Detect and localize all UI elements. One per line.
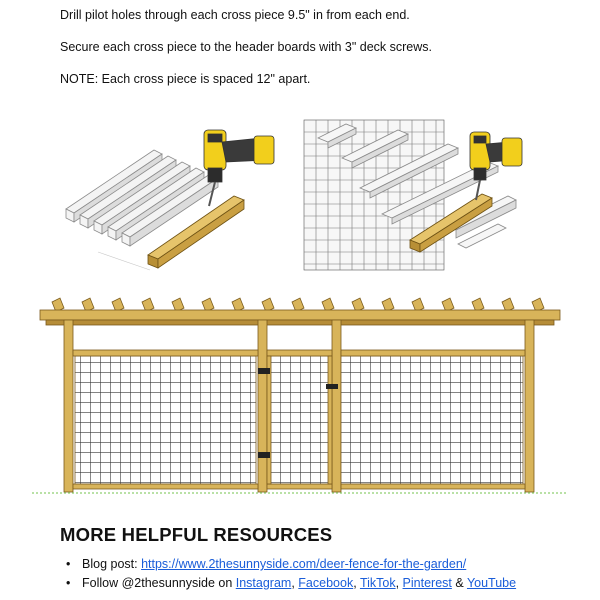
facebook-link[interactable]: Facebook [298,576,354,590]
fence-front-elevation-illustration [30,292,570,498]
tiktok-link[interactable]: TikTok [359,576,396,590]
instruction-secure-cross-pieces: Secure each cross piece to the header boards with 3" deck screws. [60,40,432,54]
instruction-drill-pilot-holes: Drill pilot holes through each cross piece 9.5" in from each end. [60,8,410,22]
mesh-panels [75,356,523,484]
separator: & [451,576,467,590]
bullet-icon: • [66,557,71,571]
resources-heading: MORE HELPFUL RESOURCES [60,524,333,545]
pinterest-link[interactable]: Pinterest [402,576,452,590]
list-item [64,575,516,591]
resources-list [64,556,516,594]
separator: , [291,576,299,590]
fence-top-drill-illustration [298,116,528,284]
cross-pieces-drill-illustration [58,112,286,272]
bullet-icon: • [66,576,71,590]
separator: , [395,576,403,590]
header-beam [40,310,560,325]
instagram-link[interactable]: Instagram [235,576,292,590]
follow-label: Follow @2thesunnyside on [82,576,236,590]
youtube-link[interactable]: YouTube [466,576,517,590]
blog-label: Blog post: [82,557,142,571]
separator: , [353,576,360,590]
blog-post-link[interactable]: https://www.2thesunnyside.com/deer-fence-for-the-garden/ [141,557,467,571]
instruction-spacing-note: NOTE: Each cross piece is spaced 12" apart. [60,72,311,86]
list-item [64,556,516,572]
drill-icon [204,130,274,206]
